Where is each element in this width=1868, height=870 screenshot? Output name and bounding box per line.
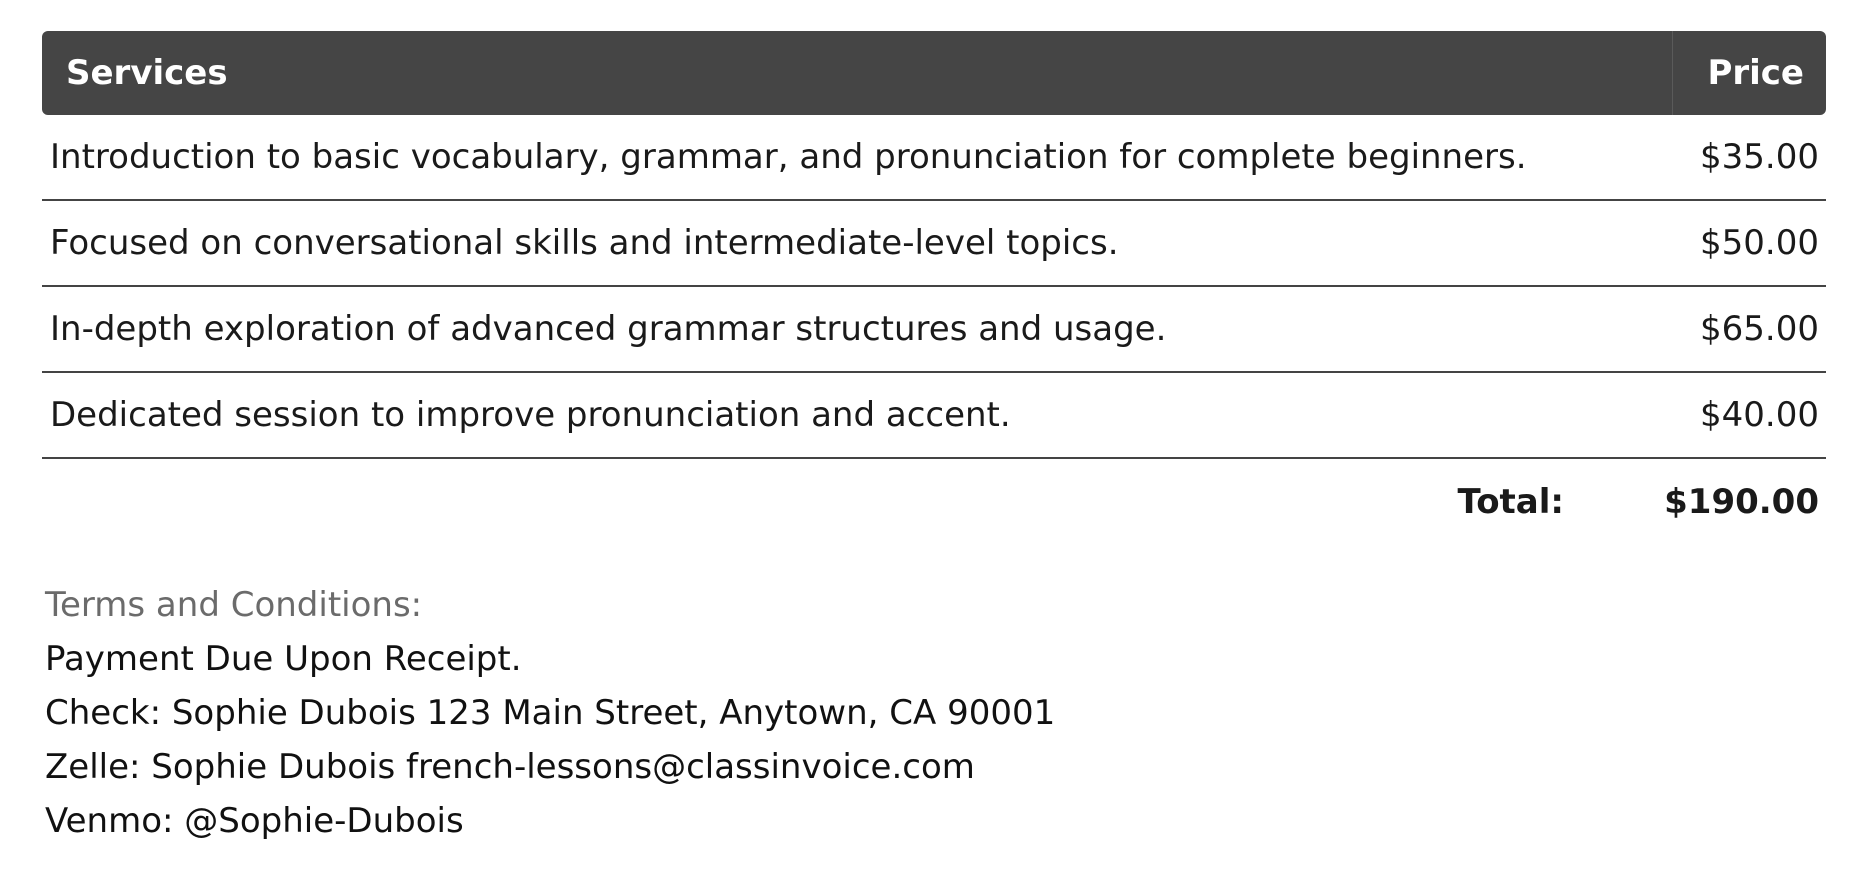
service-price: $40.00 bbox=[1672, 373, 1826, 459]
service-description: Dedicated session to improve pronunciation and accent. bbox=[42, 373, 1672, 459]
terms-check: Check: Sophie Dubois 123 Main Street, Anytown, CA 90001 bbox=[45, 693, 1056, 733]
services-column-header: Services bbox=[42, 31, 1672, 115]
invoice-section bbox=[42, 31, 1826, 545]
table-row bbox=[42, 115, 1826, 201]
services-table bbox=[42, 31, 1826, 459]
price-column-header: Price bbox=[1672, 31, 1826, 115]
table-row bbox=[42, 373, 1826, 459]
table-row bbox=[42, 287, 1826, 373]
table-body bbox=[42, 115, 1826, 459]
total-row bbox=[42, 459, 1826, 545]
table-row bbox=[42, 201, 1826, 287]
terms-payment-due: Payment Due Upon Receipt. bbox=[45, 639, 522, 679]
service-price: $35.00 bbox=[1672, 115, 1826, 201]
terms-zelle: Zelle: Sophie Dubois french-lessons@classinvoice.com bbox=[45, 747, 975, 787]
service-description: Focused on conversational skills and intermediate-level topics. bbox=[42, 201, 1672, 287]
total-value: $190.00 bbox=[1664, 482, 1819, 522]
terms-venmo: Venmo: @Sophie-Dubois bbox=[45, 801, 464, 841]
service-price: $50.00 bbox=[1672, 201, 1826, 287]
terms-title: Terms and Conditions: bbox=[45, 585, 423, 625]
terms-section bbox=[45, 578, 1055, 848]
service-description: In-depth exploration of advanced grammar structures and usage. bbox=[42, 287, 1672, 373]
service-description: Introduction to basic vocabulary, grammar, and pronunciation for complete beginners. bbox=[42, 115, 1672, 201]
total-label: Total: bbox=[1457, 482, 1564, 522]
service-price: $65.00 bbox=[1672, 287, 1826, 373]
table-header bbox=[42, 31, 1826, 115]
